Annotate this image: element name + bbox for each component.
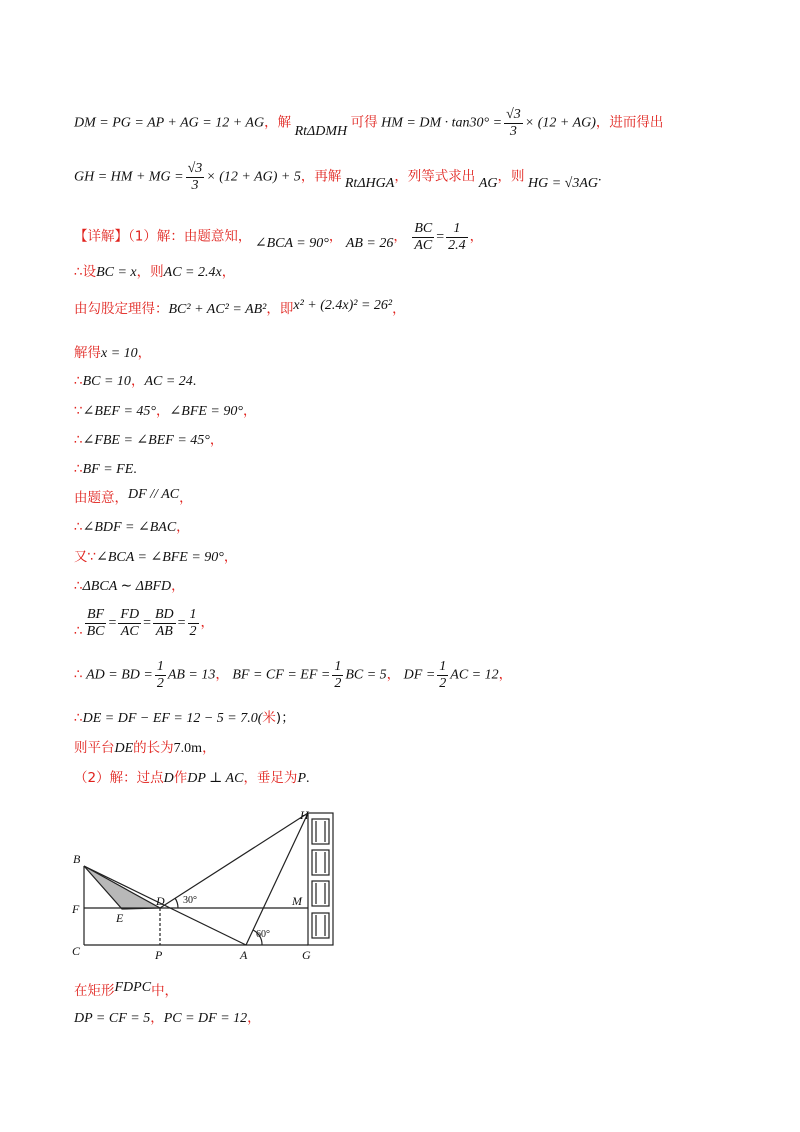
solution-line-12 bbox=[74, 521, 190, 535]
text: 由勾股定理得： bbox=[74, 301, 169, 317]
angle-arc-d bbox=[175, 898, 178, 908]
math: AC = 2.4x bbox=[163, 265, 222, 280]
math: BC = 5 bbox=[345, 667, 387, 683]
math: DF = bbox=[403, 667, 436, 683]
text: ∴ bbox=[74, 519, 83, 535]
fraction: $\frac{1}{2}$ bbox=[439, 659, 447, 691]
text: 则平台 bbox=[74, 740, 115, 756]
text: . bbox=[306, 771, 310, 786]
window bbox=[312, 819, 329, 844]
text: ， bbox=[223, 549, 238, 565]
text: ∴ bbox=[74, 622, 83, 639]
text: ， bbox=[242, 403, 257, 419]
window bbox=[312, 850, 329, 875]
solution-line-16 bbox=[74, 660, 512, 691]
math: AC = 12 bbox=[450, 667, 499, 683]
text: )； bbox=[275, 710, 295, 726]
text: ∴ bbox=[74, 710, 83, 726]
math: BC = x bbox=[96, 265, 137, 280]
text: （2）解：过点 bbox=[74, 770, 164, 786]
fraction: $\frac{1}{2.4}$ bbox=[448, 221, 466, 253]
math: x² + (2.4x)² = 26² bbox=[293, 298, 393, 313]
fraction: $\frac{BF}{BC}$ bbox=[86, 607, 105, 639]
solution-line-18 bbox=[74, 742, 216, 756]
math: BF = CF = EF = bbox=[232, 667, 331, 683]
math: AB = 26 bbox=[345, 235, 394, 251]
text: ， bbox=[328, 228, 343, 245]
text: ∵ bbox=[74, 403, 83, 419]
text: ，解 bbox=[264, 114, 292, 131]
text: ， bbox=[498, 666, 513, 683]
math: AD = BD = bbox=[86, 667, 153, 683]
math: DP ⊥ AC bbox=[187, 771, 244, 786]
label-p: P bbox=[155, 948, 163, 962]
text: . bbox=[133, 462, 137, 477]
text: ， bbox=[469, 228, 484, 245]
fraction: $\frac{√3}{3}$ bbox=[187, 161, 203, 193]
text: ， bbox=[221, 264, 236, 280]
math: = bbox=[143, 615, 151, 631]
fraction: $\frac{1}{2}$ bbox=[334, 659, 342, 691]
math: HG = √3AG bbox=[527, 175, 598, 191]
label-g: G bbox=[302, 948, 311, 962]
solution-line-5 bbox=[74, 298, 406, 317]
text: . bbox=[192, 374, 197, 389]
math: DE = DF − EF = 12 − 5 = 7.0( bbox=[82, 711, 263, 726]
text: 解得 bbox=[74, 345, 101, 361]
label-a: A bbox=[240, 948, 248, 962]
text: ， bbox=[386, 666, 401, 683]
math: = bbox=[177, 615, 186, 631]
math: ∠BFE = 90° bbox=[169, 404, 243, 419]
math: RtΔDMH bbox=[294, 123, 348, 139]
label-b: B bbox=[73, 852, 81, 866]
math: RtΔHGA bbox=[344, 175, 395, 191]
text: ， bbox=[209, 432, 224, 448]
fraction: $\frac{BC}{AC}$ bbox=[414, 221, 433, 253]
math: ∠FBE = ∠BEF = 45° bbox=[82, 433, 210, 448]
solution-line-15 bbox=[74, 608, 214, 639]
math: DF // AC bbox=[128, 487, 180, 502]
text: ，则 bbox=[497, 168, 525, 185]
fraction: $\frac{1}{2}$ bbox=[189, 607, 197, 639]
math: × (12 + AG) bbox=[524, 115, 596, 131]
text: ∴ bbox=[74, 578, 83, 594]
math: AC = 24 bbox=[144, 374, 193, 389]
text: ，进而得出 bbox=[595, 114, 664, 131]
text: 由题意， bbox=[74, 490, 128, 506]
text: ， bbox=[156, 403, 170, 419]
solution-line-13 bbox=[74, 551, 237, 565]
math: = bbox=[436, 229, 445, 245]
solution-line-4 bbox=[74, 266, 235, 280]
text: 可得 bbox=[350, 114, 378, 131]
solution-line-8 bbox=[74, 405, 256, 419]
label-d: D bbox=[156, 894, 165, 908]
solution-line-9 bbox=[74, 434, 223, 448]
text: ， bbox=[393, 228, 407, 245]
math: ∠BDF = ∠BAC bbox=[82, 520, 177, 535]
solution-line-7 bbox=[74, 375, 196, 389]
shaded-triangle-bed bbox=[84, 866, 160, 909]
fraction: $\frac{1}{2}$ bbox=[156, 659, 164, 691]
text: ， bbox=[176, 519, 190, 535]
solution-line-17 bbox=[74, 712, 295, 726]
text: 在矩形 bbox=[74, 983, 115, 999]
math: GH = HM + MG = bbox=[74, 169, 184, 185]
solution-line-19 bbox=[74, 772, 310, 786]
math: BF = FE bbox=[82, 462, 134, 477]
math: ∠BEF = 45° bbox=[82, 404, 157, 419]
math: BC² + AC² = AB² bbox=[168, 302, 267, 317]
solution-line-2 bbox=[74, 162, 602, 193]
math: P bbox=[297, 771, 306, 786]
text: 米 bbox=[262, 710, 276, 726]
fraction: $\frac{BD}{AB}$ bbox=[154, 607, 174, 639]
math: FDPC bbox=[114, 980, 152, 995]
math: 7.0m bbox=[173, 741, 203, 756]
text: ， bbox=[179, 490, 193, 506]
text: 作 bbox=[173, 770, 188, 786]
text: ，列等式求出 bbox=[394, 168, 476, 185]
text: ， bbox=[215, 666, 229, 683]
window bbox=[312, 881, 329, 906]
text: 又∵ bbox=[74, 549, 97, 565]
text: 的长为 bbox=[133, 740, 174, 756]
text: ， bbox=[150, 1010, 164, 1026]
text: 中， bbox=[151, 983, 179, 999]
solution-line-20 bbox=[74, 980, 179, 999]
text: ， bbox=[200, 614, 215, 631]
text: ∴ bbox=[74, 373, 83, 389]
solution-line-10 bbox=[74, 463, 137, 477]
label-h: H bbox=[300, 808, 309, 822]
math: DE bbox=[114, 741, 134, 756]
text: ， bbox=[137, 345, 152, 361]
text: ∴ bbox=[74, 666, 83, 683]
text: ∴ bbox=[74, 461, 83, 477]
math: AB = 13 bbox=[167, 667, 216, 683]
math: = bbox=[108, 615, 117, 631]
math: AG bbox=[478, 175, 498, 191]
label-c: C bbox=[72, 944, 81, 958]
window bbox=[312, 913, 329, 938]
math: DM = PG = AP + AG = 12 + AG bbox=[74, 115, 265, 131]
text: ， bbox=[247, 1010, 261, 1026]
angle-label-30: 30° bbox=[183, 895, 197, 906]
text: . bbox=[598, 169, 602, 185]
math: D bbox=[163, 771, 174, 786]
label-f: F bbox=[72, 902, 80, 916]
solution-line-21 bbox=[74, 1012, 261, 1026]
math: ΔBCA ∼ ΔBFD bbox=[82, 579, 172, 594]
math: ∠BCA = 90° bbox=[254, 235, 329, 251]
solution-line-3 bbox=[74, 222, 483, 253]
math: HM = DM · tan30° = bbox=[381, 115, 503, 131]
math: × (12 + AG) + 5 bbox=[206, 169, 301, 185]
label-m: M bbox=[292, 894, 302, 908]
text: ，则 bbox=[136, 264, 164, 280]
fraction: $\frac{√3}{3}$ bbox=[506, 107, 521, 139]
math: BC = 10 bbox=[82, 374, 131, 389]
solution-line-1 bbox=[74, 108, 663, 139]
text: ∴设 bbox=[74, 264, 97, 280]
text: ，再解 bbox=[300, 168, 342, 185]
math: PC = DF = 12 bbox=[163, 1011, 248, 1026]
math: DP = CF = 5 bbox=[74, 1011, 151, 1026]
geometry-diagram bbox=[70, 808, 370, 978]
text: ，垂足为 bbox=[243, 770, 298, 786]
solution-line-11 bbox=[74, 487, 193, 506]
fraction: $\frac{FD}{AC}$ bbox=[120, 607, 140, 639]
angle-label-60: 60° bbox=[256, 929, 270, 940]
math: ∠BCA = ∠BFE = 90° bbox=[96, 550, 224, 565]
math: x = 10 bbox=[101, 346, 138, 361]
label-e: E bbox=[116, 911, 124, 925]
solution-line-6 bbox=[74, 347, 151, 361]
detail-heading: 【详解】（1）解：由题意知， bbox=[74, 228, 252, 245]
text: ， bbox=[202, 740, 216, 756]
text: ， bbox=[392, 301, 406, 317]
text: ∴ bbox=[74, 432, 83, 448]
text: ，即 bbox=[266, 301, 294, 317]
text: ， bbox=[130, 373, 145, 389]
text: ， bbox=[171, 578, 185, 594]
solution-line-14 bbox=[74, 580, 185, 594]
